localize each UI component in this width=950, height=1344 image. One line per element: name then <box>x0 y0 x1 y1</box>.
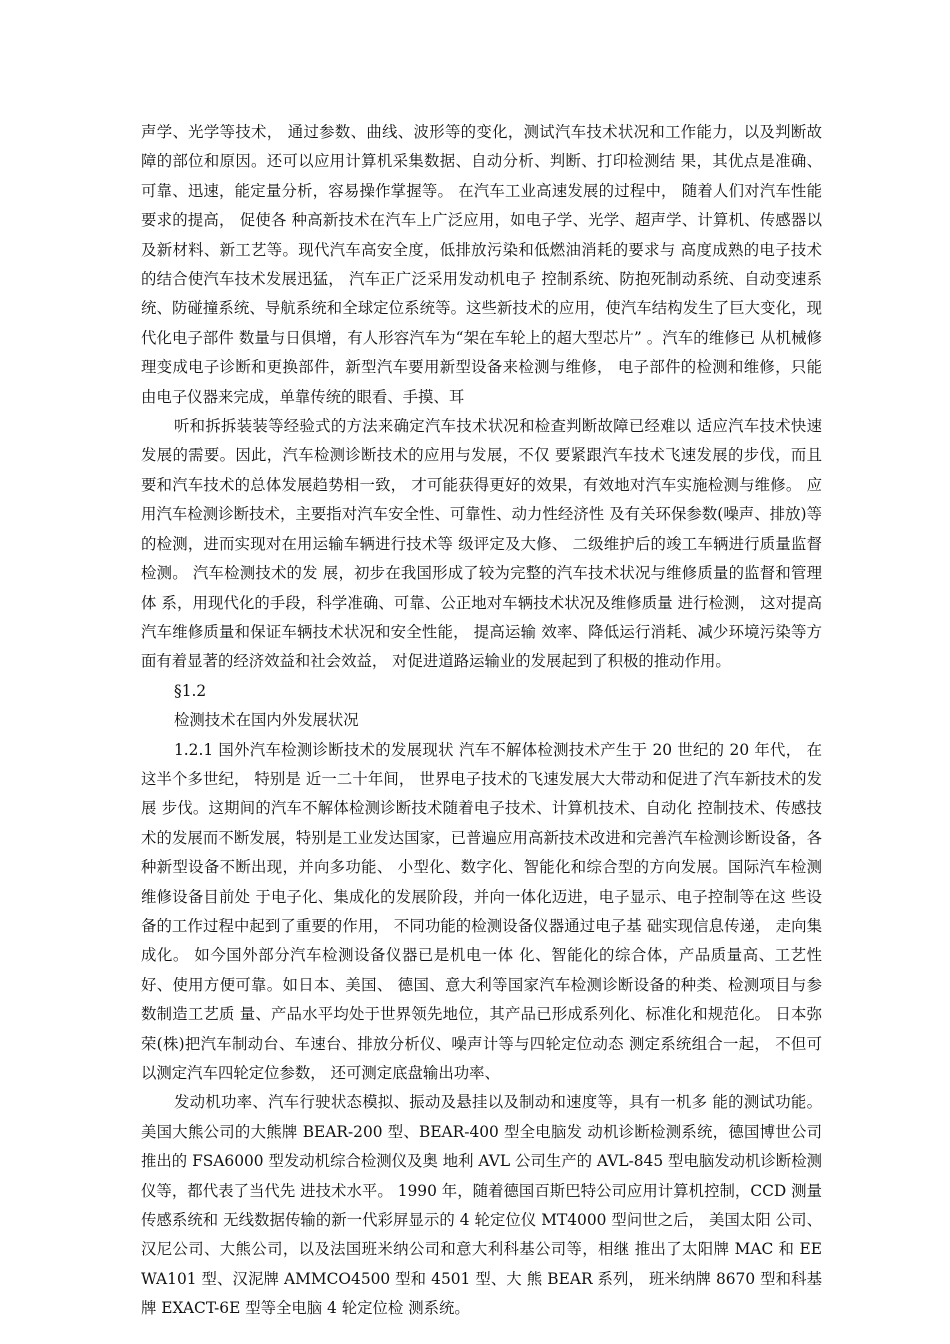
body-paragraph-3: 1.2.1 国外汽车检测诊断技术的发展现状 汽车不解体检测技术产生于 20 世纪的 20 年代， 在这半个多世纪， 特别是 近一二十年间， 世界电子技术的飞速发展大大带动和促进了汽车新技术的发展 步伐。这期间的汽车不解体检测诊断技术随着电子技术、计算机技术、自动化 控制技术、传感技术的发展而不断发展，特别是工业发达国家，已普遍应用高新技术改进和完善汽车检测诊断设备，各种新型设备不断出现，并向多功能、 小型化、数字化、智能化和综合型的方向发展。国际汽车检测维修设备目前处 于电子化、集成化的发展阶段，并向一体化迈进，电子显示、电子控制等在这 些设备的工作过程中起到了重要的作用， 不同功能的检测设备仪器通过电子基 础实现信息传递， 走向集成化。 如今国外部分汽车检测设备仪器已是机电一体 化、智能化的综合体，产品质量高、工艺性好、使用方便可靠。如日本、美国、 德国、意大利等国家汽车检测诊断设备的种类、检测项目与参数制造工艺质 量、产品水平均处于世界领先地位，其产品已形成系列化、标准化和规范化。 日本弥荣(株)把汽车制动台、车速台、排放分析仪、噪声计等与四轮定位动态 测定系统组合一起， 不但可以测定汽车四轮定位参数， 还可测定底盘输出功率、 <box>141 740 822 1082</box>
body-paragraph-1: 声学、光学等技术， 通过参数、曲线、波形等的变化，测试汽车技术状况和工作能力，以及判断故 障的部位和原因。还可以应用计算机采集数据、自动分析、判断、打印检测结 果，其优点是准确、可靠、迅速，能定量分析，容易操作掌握等。 在汽车工业高速发展的过程中， 随着人们对汽车性能要求的提高， 促使各 种高新技术在汽车上广泛应用，如电子学、光学、超声学、计算机、传感器以 及新材料、新工艺等。现代汽车高安全度，低排放污染和低燃油消耗的要求与 高度成熟的电子技术的结合使汽车技术发展迅猛， 汽车正广泛采用发动机电子 控制系统、防抱死制动系统、自动变速系统、防碰撞系统、导航系统和全球定位系统等。这些新技术的应用，使汽车结构发生了巨大变化，现代化电子部件 数量与日俱增，有人形容汽车为“架在车轮上的超大型芯片” 。汽车的维修已 从机械修理变成电子诊断和更换部件，新型汽车要用新型设备来检测与维修， 电子部件的检测和维修，只能由电子仪器来完成，单靠传统的眼看、手摸、耳 <box>141 123 822 406</box>
section-number: §1.2 <box>174 681 207 700</box>
section-title: 检测技术在国内外发展状况 <box>174 711 359 730</box>
body-paragraph-2: 听和拆拆装装等经验式的方法来确定汽车技术状况和检查判断故障已经难以 适应汽车技术快速发展的需要。因此，汽车检测诊断技术的应用与发展，不仅 要紧跟汽车技术飞速发展的步伐，而且要和汽车技术的总体发展趋势相一致， 才可能获得更好的效果，有效地对汽车实施检测与维修。 应用汽车检测诊断技术，主要指对汽车安全性、可靠性、动力性经济性 及有关环保参数(噪声、排放)等的检测，进而实现对在用运输车辆进行技术等 级评定及大修、 二级维护后的竣工车辆进行质量监督检测。 汽车检测技术的发 展，初步在我国形成了较为完整的汽车技术状况与维修质量的监督和管理体 系，用现代化的手段，科学准确、可靠、公正地对车辆技术状况及维修质量 进行检测， 这对提高汽车维修质量和保证车辆技术状况和安全性能， 提高运输 效率、降低运行消耗、减少环境污染等方面有着显著的经济效益和社会效益， 对促进道路运输业的发展起到了积极的推动作用。 <box>141 417 822 671</box>
body-paragraph-4: 发动机功率、汽车行驶状态模拟、振动及悬挂以及制动和速度等，具有一机多 能的测试功能。美国大熊公司的大熊牌 BEAR-200 型、BEAR-400 型全电脑发 动机诊断检测系统，德国博世公司推出的 FSA6000 型发动机综合检测仪及奥 地利 AVL 公司生产的 AVL-845 型电脑发动机诊断检测仪等，都代表了当代先 进技术水平。 1990 年，随着德国百斯巴特公司应用计算机控制，CCD 测量传感系统和 无线数据传输的新一代彩屏显示的 4 轮定位仪 MT4000 型问世之后， 美国太阳 公司、汉尼公司、大熊公司，以及法国班米纳公司和意大利科基公司等，相继 推出了太阳牌 MAC 和 EEWA101 型、汉泥牌 AMMCO4500 型和 4501 型、大 熊 BEAR 系列， 班米纳牌 8670 型和科基牌 EXACT-6E 型等全电脑 4 轮定位检 测系统。 <box>141 1093 822 1318</box>
document-page <box>141 118 822 1324</box>
